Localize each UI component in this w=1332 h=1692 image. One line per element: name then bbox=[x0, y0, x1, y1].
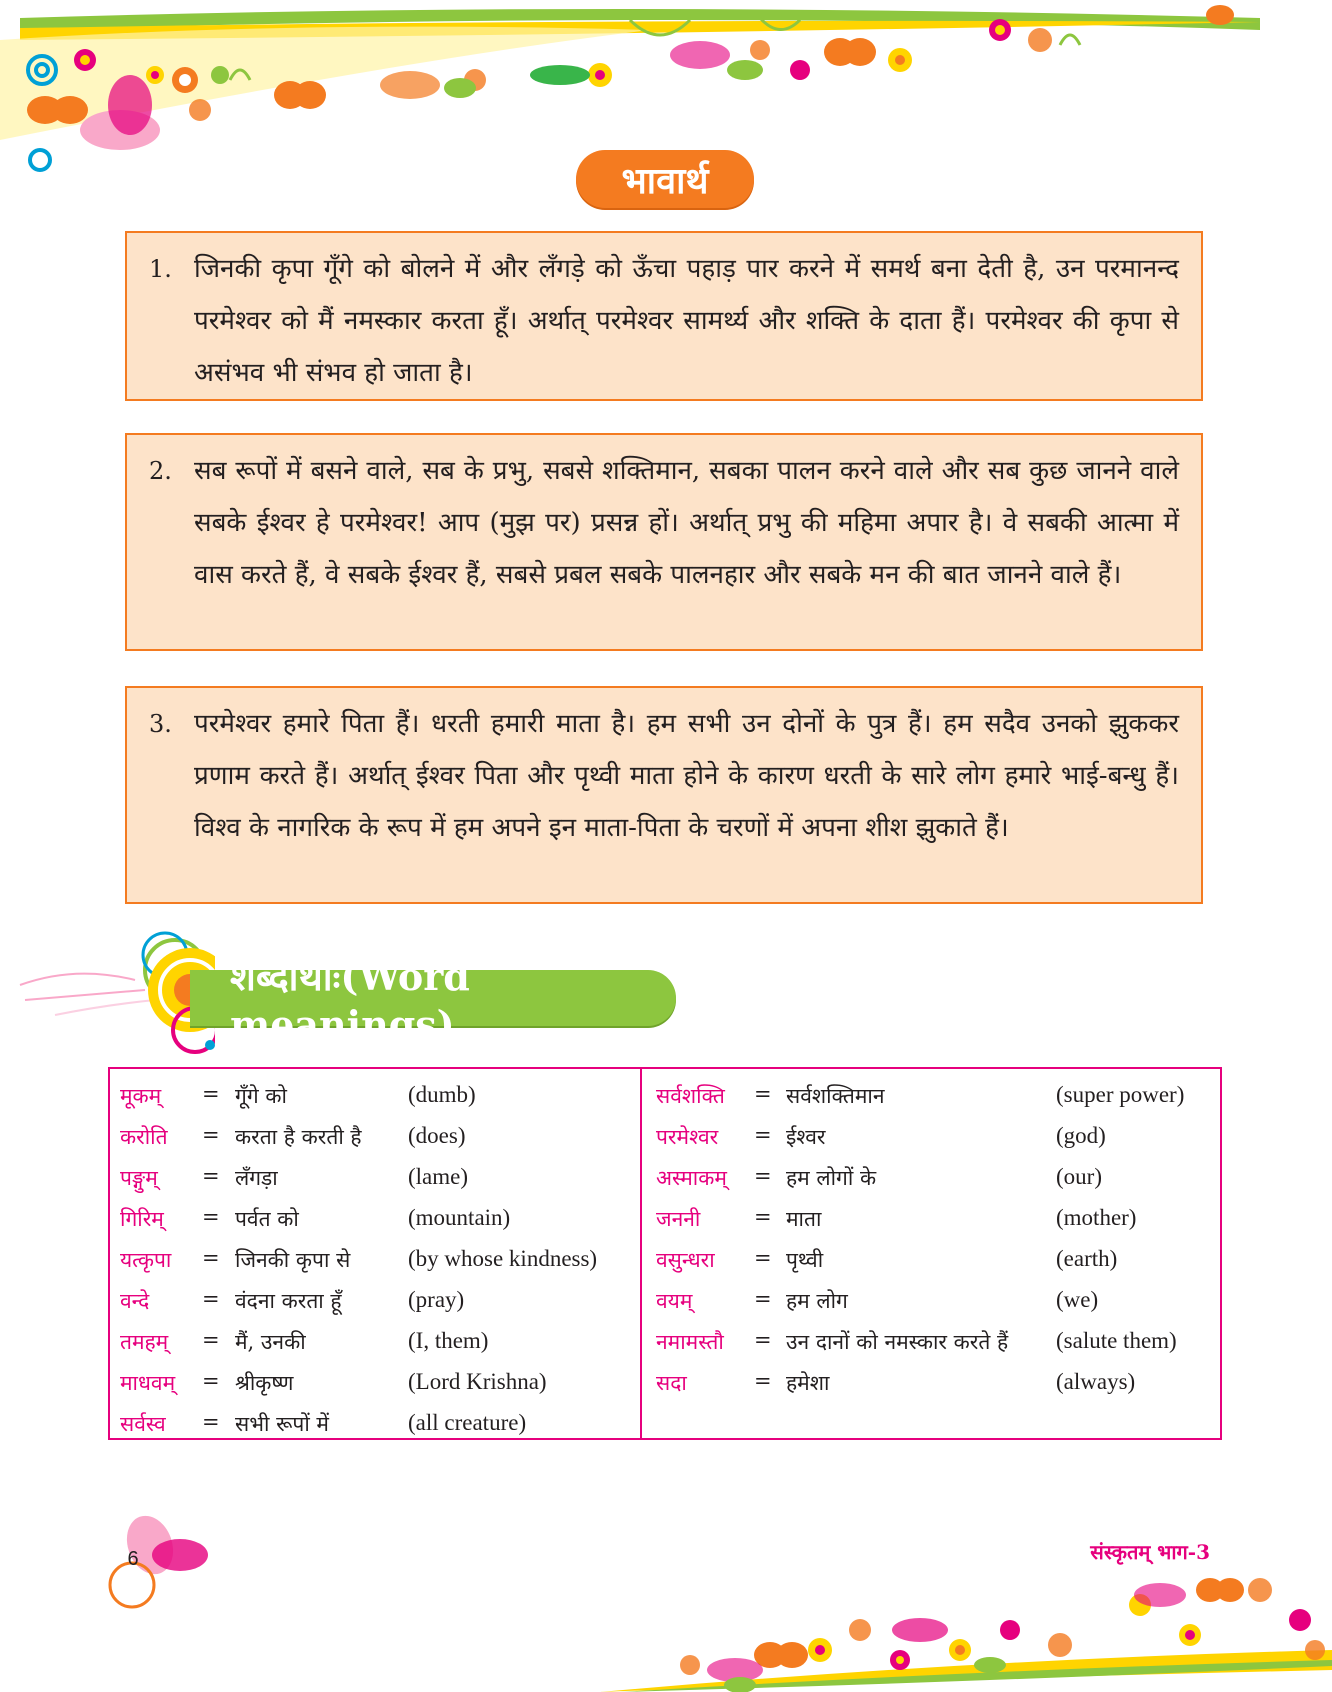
hindi-meaning: पर्वत को bbox=[235, 1207, 299, 1231]
word-meaning-row bbox=[110, 1363, 640, 1404]
sanskrit-word: तमहम् bbox=[120, 1330, 169, 1354]
sanskrit-word: सदा bbox=[656, 1371, 687, 1395]
english-meaning: (earth) bbox=[1056, 1246, 1118, 1271]
bottom-floral-border bbox=[560, 1560, 1332, 1692]
equals-sign: = bbox=[202, 1205, 220, 1229]
hindi-meaning: मैं, उनकी bbox=[235, 1330, 306, 1354]
meaning-box-1 bbox=[125, 231, 1203, 401]
equals-sign: = bbox=[202, 1246, 220, 1270]
hindi-meaning: सभी रूपों में bbox=[235, 1412, 329, 1436]
page-number: 6 bbox=[127, 1548, 139, 1570]
word-meaning-row bbox=[110, 1240, 640, 1281]
english-meaning: (always) bbox=[1056, 1369, 1136, 1394]
english-meaning: (mountain) bbox=[408, 1205, 511, 1230]
english-meaning: (our) bbox=[1056, 1164, 1102, 1189]
word-meanings-left-column bbox=[110, 1069, 642, 1438]
meaning-text: परमेश्वर हमारे पिता हैं। धरती हमारी माता है। हम सभी उन दोनों के पुत्र हैं। हम सदैव उनको झुककर प्रणाम करते हैं। अर्थात् ईश्वर पिता और पृथ्वी माता होने के कारण धरती के सारे लोग हमारे भाई-बन्धु हैं। विश्व के नागरिक के रूप में हम अपने इन माता-पिता के चरणों में अपना शीश झुकाते हैं। bbox=[194, 709, 1179, 843]
equals-sign: = bbox=[202, 1369, 220, 1393]
english-meaning: (I, them) bbox=[408, 1328, 489, 1353]
sanskrit-word: नमामस्तौ bbox=[656, 1330, 724, 1354]
book-title: संस्कृतम् भाग-3 bbox=[1090, 1540, 1210, 1564]
hindi-meaning: ईश्वर bbox=[786, 1125, 826, 1149]
equals-sign: = bbox=[754, 1082, 772, 1106]
word-meaning-row bbox=[642, 1076, 1220, 1117]
hindi-meaning: हम लोग bbox=[786, 1289, 848, 1313]
english-meaning: (we) bbox=[1056, 1287, 1099, 1312]
hindi-meaning: हम लोगों के bbox=[786, 1166, 877, 1190]
flower-icon bbox=[100, 1510, 210, 1610]
sanskrit-word: वयम् bbox=[656, 1289, 693, 1313]
equals-sign: = bbox=[754, 1287, 772, 1311]
word-meaning-row bbox=[110, 1117, 640, 1158]
hindi-meaning: सर्वशक्तिमान bbox=[786, 1084, 885, 1108]
meaning-number: 1. bbox=[149, 255, 172, 283]
word-meaning-row bbox=[642, 1199, 1220, 1240]
hindi-meaning: पृथ्वी bbox=[786, 1248, 824, 1272]
equals-sign: = bbox=[754, 1328, 772, 1352]
equals-sign: = bbox=[754, 1123, 772, 1147]
sanskrit-word: गिरिम् bbox=[120, 1207, 164, 1231]
equals-sign: = bbox=[754, 1246, 772, 1270]
swirl-decoration bbox=[15, 925, 215, 1055]
sanskrit-word: परमेश्वर bbox=[656, 1125, 719, 1149]
word-meaning-row bbox=[110, 1281, 640, 1322]
equals-sign: = bbox=[202, 1287, 220, 1311]
sanskrit-word: वन्दे bbox=[120, 1289, 150, 1313]
equals-sign: = bbox=[202, 1164, 220, 1188]
word-meaning-row bbox=[110, 1076, 640, 1117]
meaning-text: जिनकी कृपा गूँगे को बोलने में और लँगड़े को ऊँचा पहाड़ पार करने में समर्थ बना देती है, उन परमानन्द परमेश्वर को मैं नमस्कार करता हूँ। अर्थात् परमेश्वर सामर्थ्य और शक्ति के दाता हैं। परमेश्वर की कृपा से असंभव भी संभव हो जाता है। bbox=[194, 254, 1179, 388]
hindi-meaning: करता है करती है bbox=[235, 1125, 362, 1149]
word-meaning-row bbox=[642, 1322, 1220, 1363]
word-meanings-heading: शब्दार्थाः(Word meanings) bbox=[190, 970, 676, 1026]
sanskrit-word: यत्कृपा bbox=[120, 1248, 172, 1272]
sanskrit-word: पङ्गुम् bbox=[120, 1166, 158, 1190]
hindi-meaning: गूँगे को bbox=[235, 1084, 287, 1108]
meaning-number: 3. bbox=[149, 710, 172, 738]
english-meaning: (all creature) bbox=[408, 1410, 527, 1435]
word-meaning-row bbox=[642, 1281, 1220, 1322]
word-meaning-row bbox=[110, 1404, 640, 1445]
sanskrit-word: जननी bbox=[656, 1207, 701, 1231]
sanskrit-word: सर्वस्व bbox=[120, 1412, 166, 1436]
equals-sign: = bbox=[202, 1082, 220, 1106]
equals-sign: = bbox=[754, 1205, 772, 1229]
hindi-meaning: उन दानों को नमस्कार करते हैं bbox=[786, 1330, 1009, 1354]
section-title: भावार्थ bbox=[576, 150, 754, 208]
meaning-box-3 bbox=[125, 686, 1203, 904]
word-meaning-row bbox=[642, 1363, 1220, 1404]
english-meaning: (mother) bbox=[1056, 1205, 1137, 1230]
english-meaning: (god) bbox=[1056, 1123, 1106, 1148]
word-meanings-right-column bbox=[642, 1069, 1220, 1438]
equals-sign: = bbox=[754, 1164, 772, 1188]
hindi-meaning: लँगड़ा bbox=[235, 1166, 278, 1190]
sanskrit-word: माधवम् bbox=[120, 1371, 176, 1395]
sanskrit-word: अस्माकम् bbox=[656, 1166, 727, 1190]
word-meaning-row bbox=[642, 1158, 1220, 1199]
equals-sign: = bbox=[202, 1410, 220, 1434]
word-meanings-table bbox=[108, 1067, 1222, 1440]
hindi-meaning: जिनकी कृपा से bbox=[235, 1248, 351, 1272]
word-meaning-row bbox=[642, 1240, 1220, 1281]
english-meaning: (pray) bbox=[408, 1287, 465, 1312]
word-meaning-row bbox=[110, 1158, 640, 1199]
english-meaning: (dumb) bbox=[408, 1082, 476, 1107]
english-meaning: (salute them) bbox=[1056, 1328, 1177, 1353]
equals-sign: = bbox=[202, 1328, 220, 1352]
english-meaning: (by whose kindness) bbox=[408, 1246, 598, 1271]
meaning-box-2 bbox=[125, 433, 1203, 651]
english-meaning: (does) bbox=[408, 1123, 466, 1148]
sanskrit-word: सर्वशक्ति bbox=[656, 1084, 725, 1108]
meaning-number: 2. bbox=[149, 457, 172, 485]
word-meaning-row bbox=[110, 1199, 640, 1240]
hindi-meaning: श्रीकृष्ण bbox=[235, 1371, 294, 1395]
english-meaning: (Lord Krishna) bbox=[408, 1369, 547, 1394]
word-meaning-row bbox=[642, 1117, 1220, 1158]
equals-sign: = bbox=[202, 1123, 220, 1147]
sanskrit-word: मूकम् bbox=[120, 1084, 162, 1108]
hindi-meaning: वंदना करता हूँ bbox=[235, 1289, 342, 1313]
english-meaning: (super power) bbox=[1056, 1082, 1185, 1107]
meaning-text: सब रूपों में बसने वाले, सब के प्रभु, सबसे शक्तिमान, सबका पालन करने वाले और सब कुछ जानने वाले सबके ईश्वर हे परमेश्वर! आप (मुझ पर) प्रसन्न हों। अर्थात् प्रभु की महिमा अपार है। वे सबकी आत्मा में वास करते हैं, वे सबके ईश्वर हैं, सबसे प्रबल सबके पालनहार और सबके मन की बात जानने वाले हैं। bbox=[194, 456, 1179, 590]
hindi-meaning: हमेशा bbox=[786, 1371, 830, 1395]
equals-sign: = bbox=[754, 1369, 772, 1393]
sanskrit-word: करोति bbox=[120, 1125, 168, 1149]
word-meaning-row bbox=[110, 1322, 640, 1363]
sanskrit-word: वसुन्धरा bbox=[656, 1248, 715, 1272]
english-meaning: (lame) bbox=[408, 1164, 469, 1189]
hindi-meaning: माता bbox=[786, 1207, 822, 1231]
